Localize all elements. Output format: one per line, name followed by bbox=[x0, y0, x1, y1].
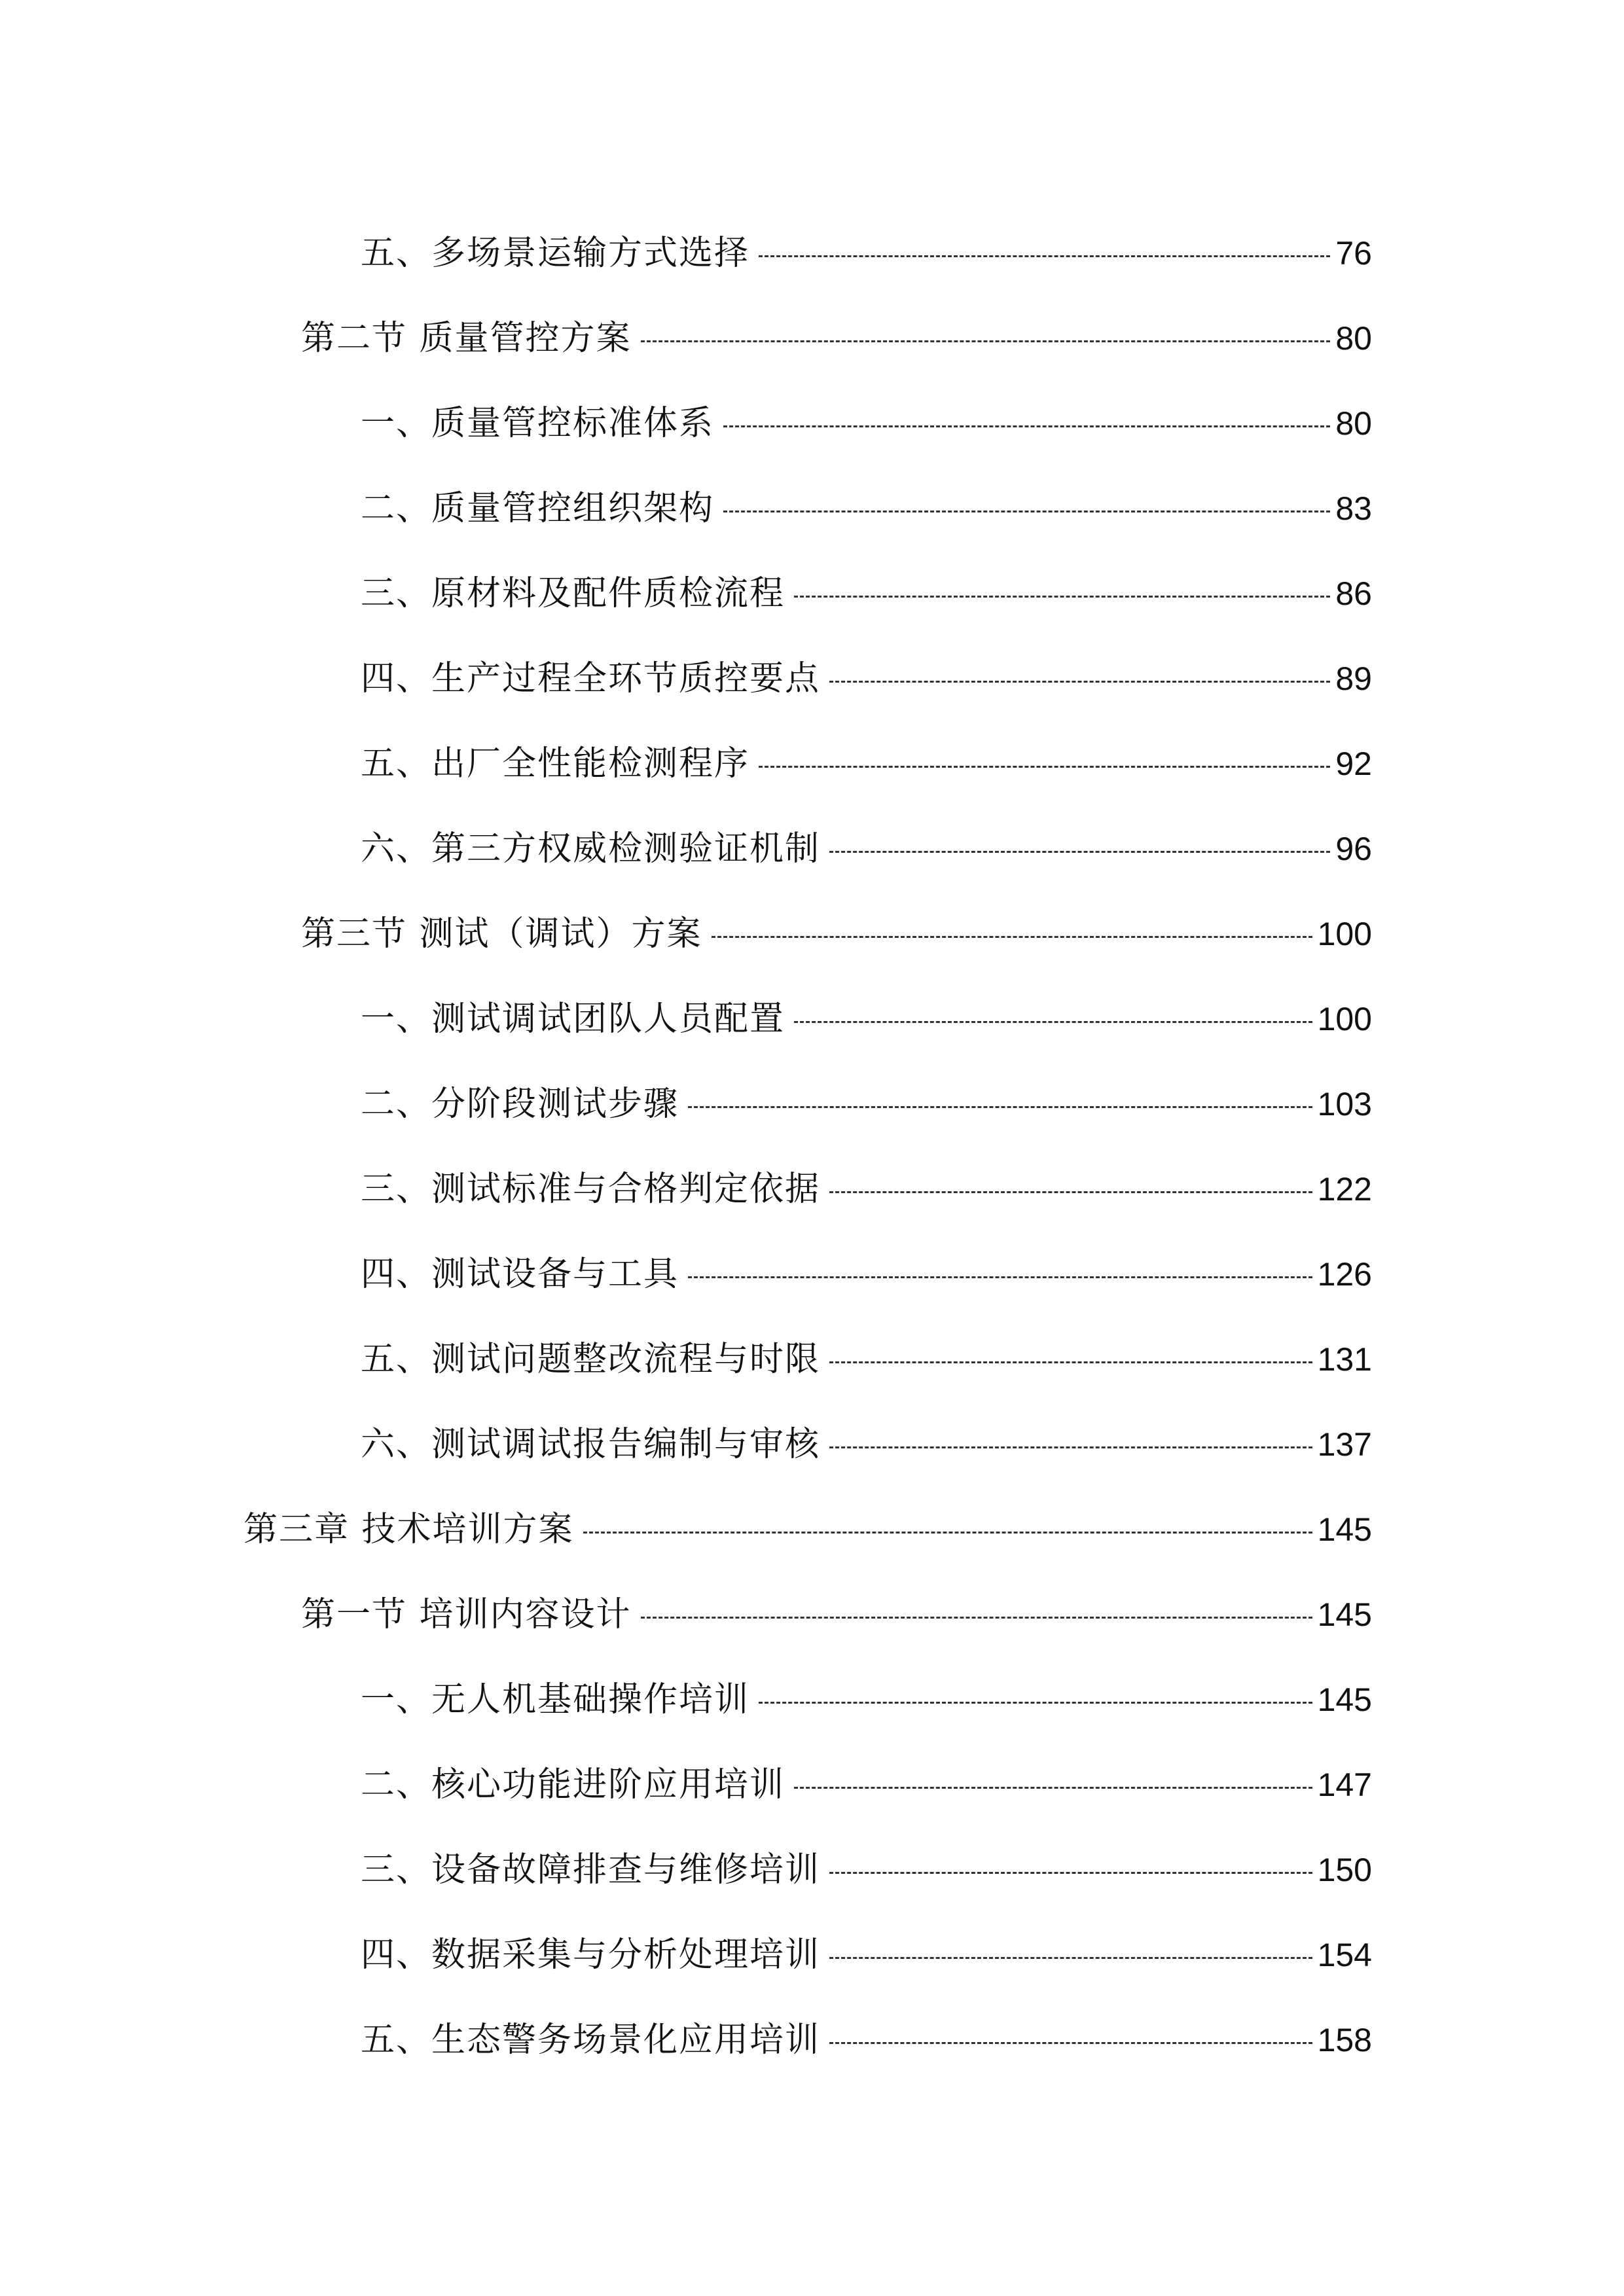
toc-dot-leader bbox=[641, 340, 1331, 342]
toc-entry-title: 一、无人机基础操作培训 bbox=[361, 1680, 750, 1719]
toc-entry-title: 第三节 测试（调试）方案 bbox=[301, 914, 702, 954]
toc-dot-leader bbox=[688, 1106, 1312, 1108]
toc-entry-title: 一、质量管控标准体系 bbox=[361, 404, 715, 443]
toc-entry-title: 四、数据采集与分析处理培训 bbox=[361, 1935, 821, 1975]
toc-entry-page: 96 bbox=[1335, 831, 1372, 867]
toc-entry-page: 76 bbox=[1335, 235, 1372, 272]
toc-entry-title: 五、出厂全性能检测程序 bbox=[361, 744, 750, 783]
toc-entry-page: 100 bbox=[1317, 1001, 1372, 1037]
toc-dot-leader bbox=[583, 1532, 1312, 1534]
toc-entry-page: 80 bbox=[1335, 320, 1372, 357]
toc-entry[interactable] bbox=[0, 891, 1624, 977]
toc-entry[interactable] bbox=[0, 977, 1624, 1062]
toc-entry[interactable] bbox=[0, 466, 1624, 551]
toc-entry-title: 第一节 培训内容设计 bbox=[301, 1595, 632, 1634]
table-of-contents bbox=[0, 211, 1624, 2083]
toc-entry-title: 四、生产过程全环节质控要点 bbox=[361, 659, 821, 698]
toc-entry[interactable] bbox=[0, 1827, 1624, 1912]
toc-entry-title: 五、测试问题整改流程与时限 bbox=[361, 1340, 821, 1379]
toc-entry-page: 83 bbox=[1335, 490, 1372, 527]
toc-entry-page: 150 bbox=[1317, 1852, 1372, 1888]
toc-entry-page: 145 bbox=[1317, 1596, 1372, 1633]
toc-entry-page: 92 bbox=[1335, 745, 1372, 782]
toc-entry-title: 第二节 质量管控方案 bbox=[301, 319, 632, 358]
toc-entry-title: 第三章 技术培训方案 bbox=[244, 1510, 574, 1549]
toc-entry-page: 100 bbox=[1317, 916, 1372, 952]
toc-dot-leader bbox=[829, 2042, 1312, 2044]
toc-entry-page: 103 bbox=[1317, 1086, 1372, 1122]
toc-entry[interactable] bbox=[0, 1657, 1624, 1742]
toc-dot-leader bbox=[829, 1191, 1312, 1193]
toc-entry-title: 三、测试标准与合格判定依据 bbox=[361, 1170, 821, 1209]
toc-entry[interactable] bbox=[0, 1912, 1624, 1998]
toc-entry-title: 五、生态警务场景化应用培训 bbox=[361, 2020, 821, 2060]
toc-entry-title: 五、多场景运输方式选择 bbox=[361, 234, 750, 273]
toc-entry[interactable] bbox=[0, 1998, 1624, 2083]
toc-dot-leader bbox=[723, 425, 1330, 427]
toc-entry-page: 145 bbox=[1317, 1511, 1372, 1548]
toc-dot-leader bbox=[759, 766, 1330, 768]
toc-entry-title: 二、核心功能进阶应用培训 bbox=[361, 1765, 785, 1804]
toc-entry-page: 147 bbox=[1317, 1767, 1372, 1803]
toc-entry-page: 158 bbox=[1317, 2022, 1372, 2058]
toc-entry[interactable] bbox=[0, 1147, 1624, 1232]
toc-entry[interactable] bbox=[0, 1062, 1624, 1147]
toc-entry-page: 154 bbox=[1317, 1937, 1372, 1973]
toc-entry-title: 二、分阶段测试步骤 bbox=[361, 1085, 679, 1124]
toc-entry-title: 六、测试调试报告编制与审核 bbox=[361, 1425, 821, 1464]
toc-dot-leader bbox=[829, 851, 1330, 853]
toc-entry-page: 145 bbox=[1317, 1681, 1372, 1718]
toc-entry[interactable] bbox=[0, 806, 1624, 891]
toc-dot-leader bbox=[688, 1276, 1312, 1278]
toc-dot-leader bbox=[829, 1361, 1312, 1363]
toc-entry[interactable] bbox=[0, 1232, 1624, 1317]
toc-entry[interactable] bbox=[0, 721, 1624, 806]
toc-dot-leader bbox=[794, 596, 1330, 598]
toc-entry-title: 四、测试设备与工具 bbox=[361, 1255, 679, 1294]
toc-entry-page: 89 bbox=[1335, 660, 1372, 697]
toc-entry[interactable] bbox=[0, 551, 1624, 636]
toc-dot-leader bbox=[723, 511, 1330, 512]
toc-entry-page: 86 bbox=[1335, 575, 1372, 612]
toc-dot-leader bbox=[829, 1872, 1312, 1874]
toc-entry[interactable] bbox=[0, 1317, 1624, 1402]
toc-entry[interactable] bbox=[0, 1572, 1624, 1657]
toc-entry-title: 一、测试调试团队人员配置 bbox=[361, 999, 785, 1039]
toc-entry-page: 131 bbox=[1317, 1341, 1372, 1378]
toc-entry-page: 126 bbox=[1317, 1256, 1372, 1293]
toc-dot-leader bbox=[829, 681, 1330, 683]
toc-entry[interactable] bbox=[0, 296, 1624, 381]
toc-dot-leader bbox=[759, 1702, 1312, 1704]
toc-entry-title: 三、原材料及配件质检流程 bbox=[361, 574, 785, 613]
toc-entry[interactable] bbox=[0, 381, 1624, 466]
toc-entry[interactable] bbox=[0, 1402, 1624, 1487]
toc-entry[interactable] bbox=[0, 1742, 1624, 1827]
toc-entry[interactable] bbox=[0, 1487, 1624, 1572]
toc-entry-page: 122 bbox=[1317, 1171, 1372, 1208]
toc-entry-title: 三、设备故障排查与维修培训 bbox=[361, 1850, 821, 1890]
toc-entry-title: 二、质量管控组织架构 bbox=[361, 489, 715, 528]
toc-dot-leader bbox=[829, 1957, 1312, 1959]
toc-entry[interactable] bbox=[0, 636, 1624, 721]
toc-entry-title: 六、第三方权威检测验证机制 bbox=[361, 829, 821, 869]
toc-dot-leader bbox=[794, 1787, 1312, 1789]
toc-entry-page: 137 bbox=[1317, 1426, 1372, 1463]
toc-dot-leader bbox=[712, 936, 1312, 938]
toc-entry[interactable] bbox=[0, 211, 1624, 296]
toc-dot-leader bbox=[759, 255, 1330, 257]
toc-dot-leader bbox=[641, 1617, 1312, 1619]
toc-dot-leader bbox=[794, 1021, 1312, 1023]
toc-entry-page: 80 bbox=[1335, 405, 1372, 442]
toc-dot-leader bbox=[829, 1446, 1312, 1448]
